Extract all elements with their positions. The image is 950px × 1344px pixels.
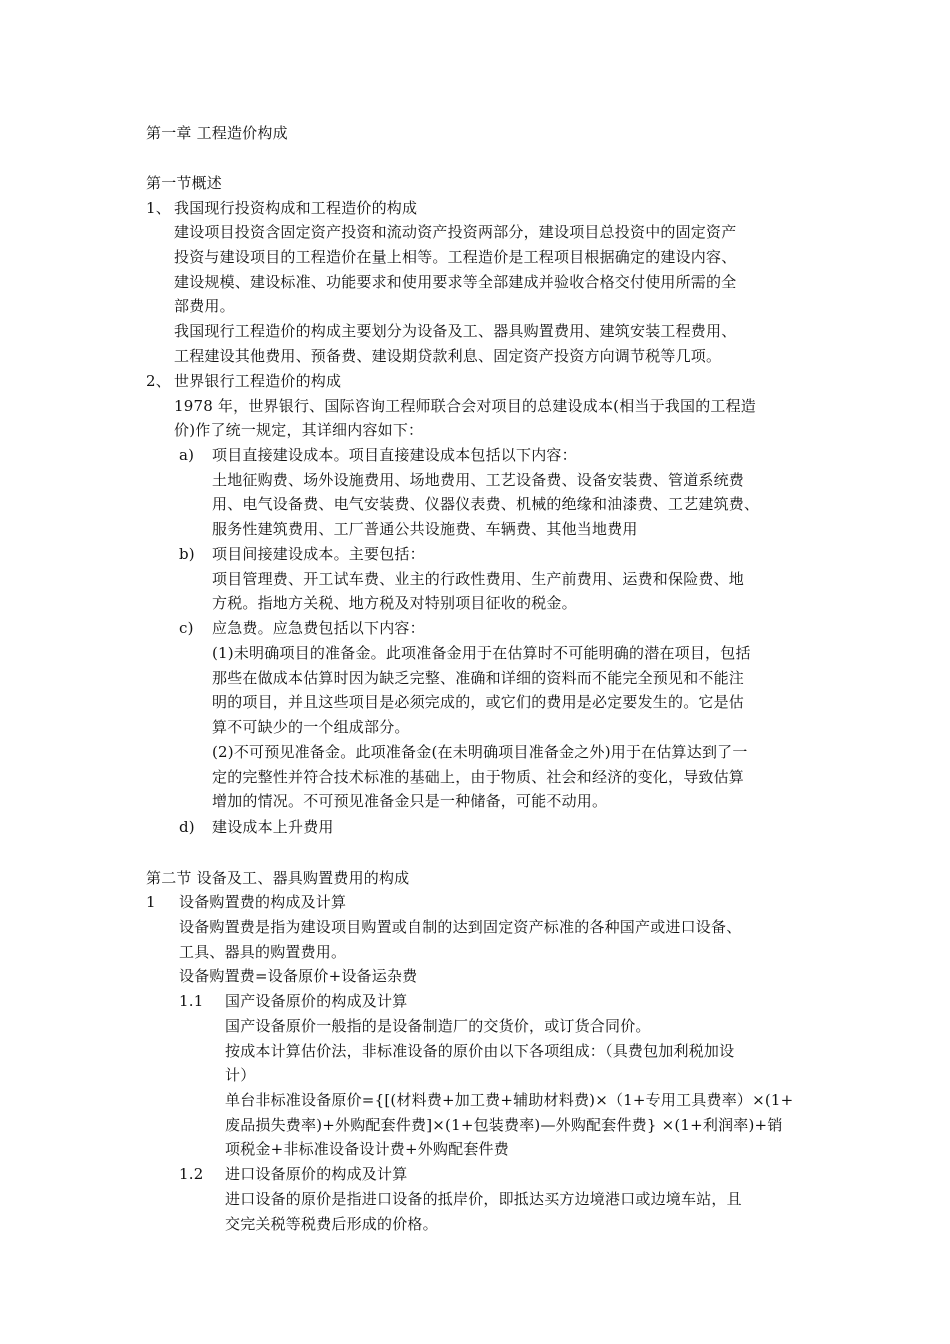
paragraph-line: 土地征购费、场外设施费用、场地费用、工艺设备费、设备安装费、管道系统费	[212, 471, 745, 489]
paragraph-line: 增加的情况。不可预见准备金只是一种储备，可能不动用。	[212, 792, 608, 810]
paragraph-line: 方税。指地方关税、地方税及对特别项目征收的税金。	[212, 594, 577, 612]
section-2-title: 第二节 设备及工、器具购置费用的构成	[146, 869, 410, 887]
paragraph-line: 用、电气设备费、电气安装费、仪器仪表费、机械的绝缘和油漆费、工艺建筑费、	[212, 495, 760, 513]
paragraph-line: 国产设备原价一般指的是设备制造厂的交货价，或订货合同价。	[225, 1017, 651, 1035]
paragraph-line: 投资与建设项目的工程造价在量上相等。工程造价是工程项目根据确定的建设内容、	[174, 248, 737, 266]
item-1-title: 我国现行投资构成和工程造价的构成	[174, 199, 418, 217]
paragraph-line: 按成本计算估价法，非标准设备的原价由以下各项组成：（具费包加利税加设	[225, 1042, 735, 1060]
paragraph-line: 1978 年，世界银行、国际咨询工程师联合会对项目的总建设成本(相当于我国的工程造	[174, 397, 756, 415]
paragraph-line: 设备购置费是指为建设项目购置或自制的达到固定资产标准的各种国产或进口设备、	[179, 918, 742, 936]
section-1-title: 第一节概述	[146, 174, 223, 192]
paragraph-line: 进口设备的原价是指进口设备的抵岸价，即抵达买方边境港口或边境车站，且	[225, 1190, 742, 1208]
list-number: 1	[146, 893, 156, 911]
list-label: b)	[179, 545, 195, 563]
paragraph-line: (2)不可预见准备金。此项准备金(在未明确项目准备金之外)用于在估算达到了一	[212, 743, 748, 761]
paragraph-line: 项目管理费、开工试车费、业主的行政性费用、生产前费用、运费和保险费、地	[212, 570, 745, 588]
item-a-title: 项目直接建设成本。项目直接建设成本包括以下内容：	[212, 446, 577, 464]
subsection-number: 1.2	[179, 1165, 204, 1183]
paragraph-line: 明的项目，并且这些项目是必须完成的，或它们的费用是必定要发生的。它是估	[212, 693, 745, 711]
paragraph-line: 那些在做成本估算时因为缺乏完整、准确和详细的资料而不能完全预见和不能注	[212, 669, 745, 687]
item-title: 设备购置费的构成及计算	[179, 893, 347, 911]
item-b-title: 项目间接建设成本。主要包括：	[212, 545, 425, 563]
list-number: 2、	[146, 372, 171, 390]
paragraph-line: 价)作了统一规定，其详细内容如下：	[174, 421, 424, 439]
subsection-title: 进口设备原价的构成及计算	[225, 1165, 408, 1183]
paragraph-line: 建设项目投资含固定资产投资和流动资产投资两部分，建设项目总投资中的固定资产	[174, 223, 737, 241]
chapter-title: 第一章 工程造价构成	[146, 124, 288, 142]
paragraph-line: 交完关税等税费后形成的价格。	[225, 1215, 438, 1233]
item-c-title: 应急费。应急费包括以下内容：	[212, 619, 425, 637]
subsection-title: 国产设备原价的构成及计算	[225, 992, 408, 1010]
paragraph-line: (1)未明确项目的准备金。此项准备金用于在估算时不可能明确的潜在项目，包括	[212, 644, 751, 662]
paragraph-line: 工具、器具的购置费用。	[179, 943, 347, 961]
formula-line: 单台非标准设备原价={[(材料费+加工费+辅助材料费)×（1+专用工具费率）×(1+	[225, 1091, 794, 1109]
paragraph-line: 服务性建筑费用、工厂普通公共设施费、车辆费、其他当地费用	[212, 520, 638, 538]
paragraph-line: 计）	[225, 1066, 256, 1084]
item-d-title: 建设成本上升费用	[212, 818, 334, 836]
paragraph-line: 我国现行工程造价的构成主要划分为设备及工、器具购置费用、建筑安装工程费用、	[174, 322, 737, 340]
formula-line: 废品损失费率)+外购配套件费]×(1+包装费率)—外购配套件费} ×(1+利润率)+销	[225, 1116, 783, 1134]
formula-line: 项税金+非标准设备设计费+外购配套件费	[225, 1140, 509, 1158]
paragraph-line: 部费用。	[174, 297, 235, 315]
list-label: d)	[179, 818, 195, 836]
list-label: c)	[179, 619, 194, 637]
item-2-title: 世界银行工程造价的构成	[174, 372, 342, 390]
list-number: 1、	[146, 199, 171, 217]
paragraph-line: 定的完整性并符合技术标准的基础上，由于物质、社会和经济的变化，导致估算	[212, 768, 745, 786]
formula-line: 设备购置费=设备原价+设备运杂费	[179, 967, 418, 985]
list-label: a)	[179, 446, 195, 464]
paragraph-line: 算不可缺少的一个组成部分。	[212, 718, 410, 736]
paragraph-line: 工程建设其他费用、预备费、建设期贷款利息、固定资产投资方向调节税等几项。	[174, 347, 722, 365]
subsection-number: 1.1	[179, 992, 204, 1010]
paragraph-line: 建设规模、建设标准、功能要求和使用要求等全部建成并验收合格交付使用所需的全	[174, 273, 737, 291]
